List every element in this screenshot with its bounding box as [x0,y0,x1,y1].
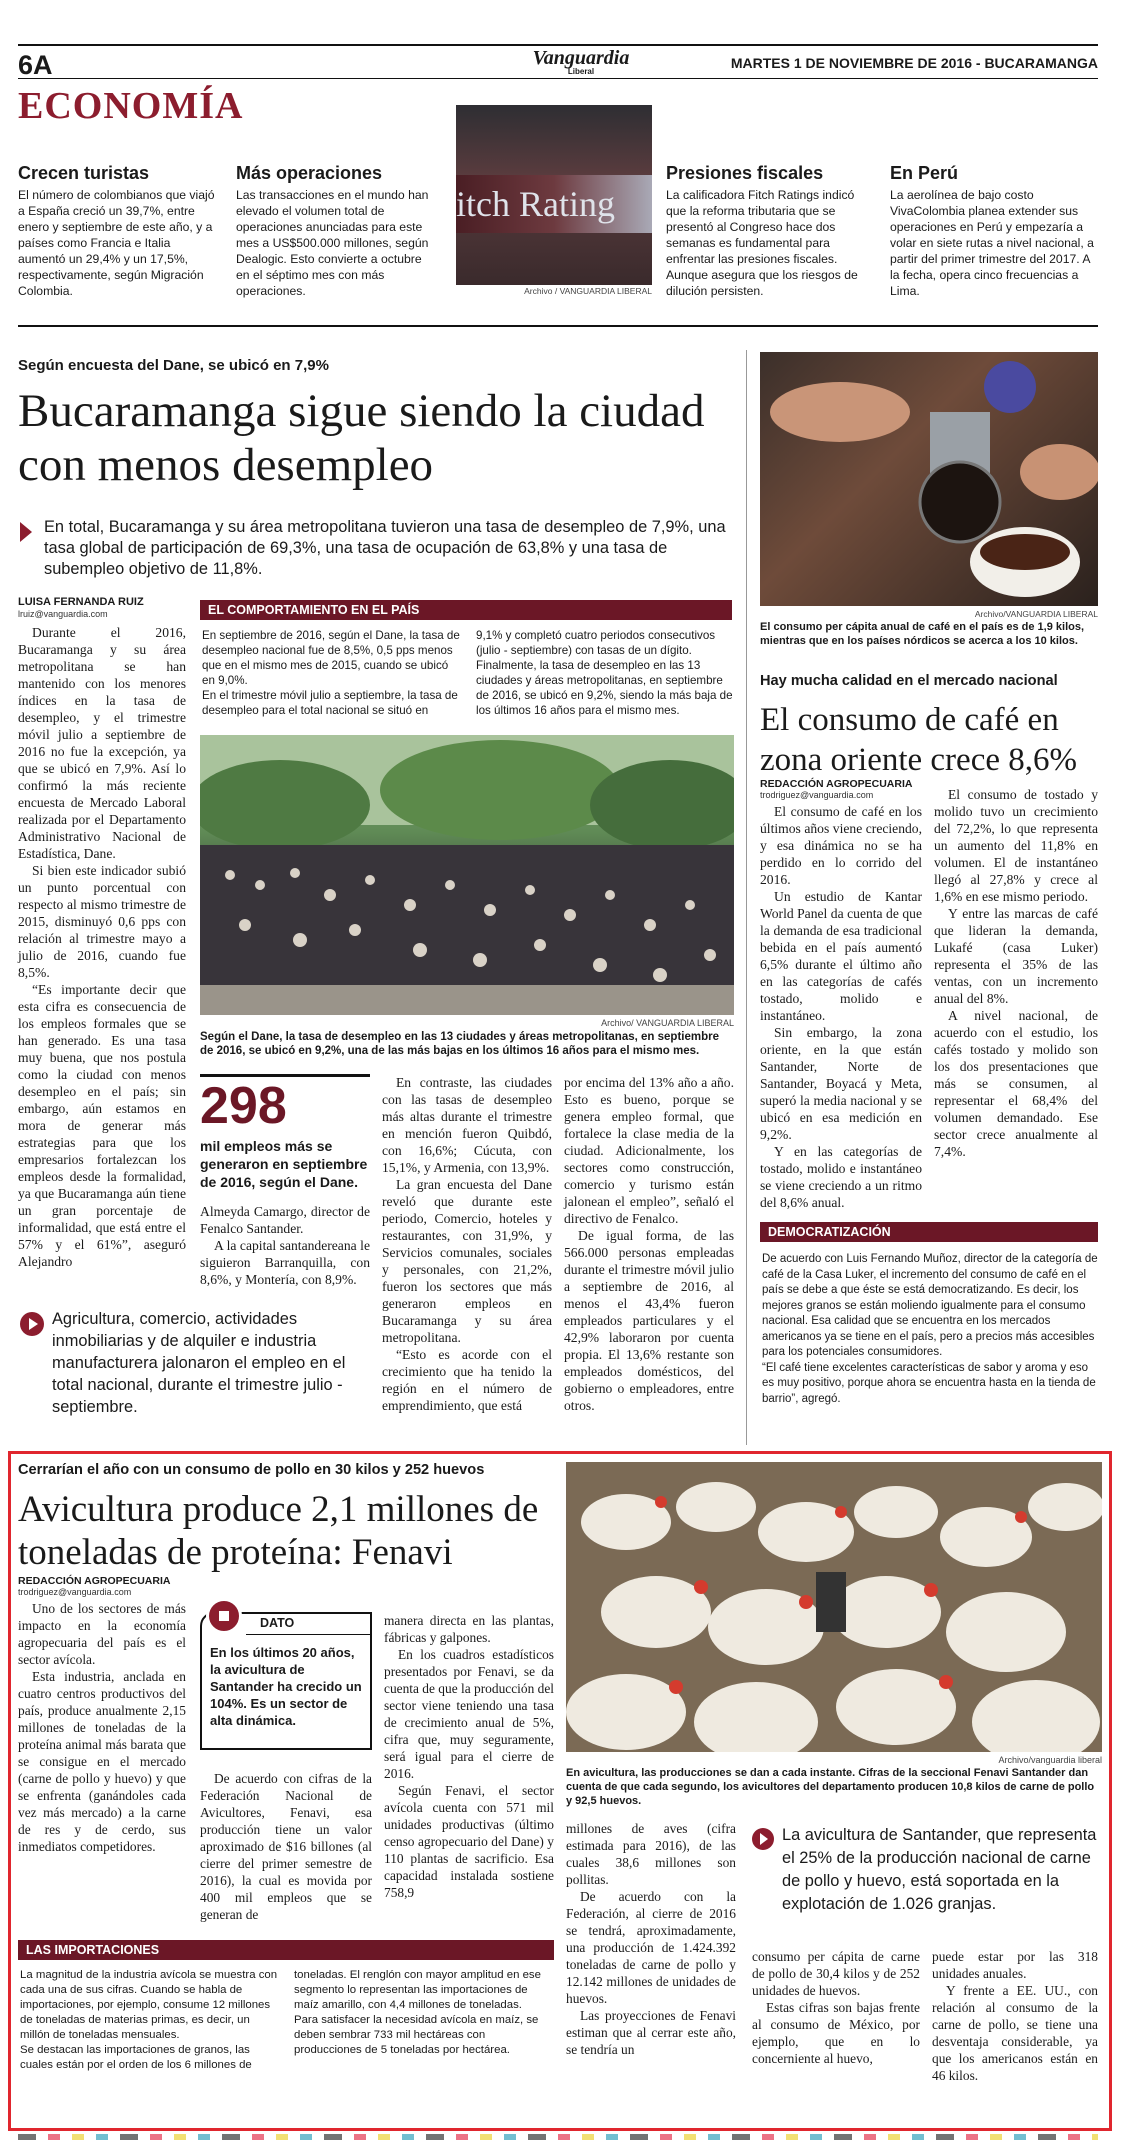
dato-box [200,1612,372,1750]
brief-item: Crecen turistas El número de colombianos que viajó a España creció un 39,7%, entre enero y septiembre de este año, y a países como Francia e Italia aumentó un 29,4% y un 17,5%, respectivamente, según Migración Colombia. [18,163,215,298]
masthead-logo: Vanguardia Liberal [532,47,630,76]
main-pull-quote: Agricultura, comercio, actividades inmobiliarias y de alquiler e industria manufacturera jalonaron el empleo en el total nacional, durante el trimestre julio - septiembre. [52,1310,346,1416]
chicken-illustration [566,1462,1102,1752]
coffee-byline: REDACCIÓN AGROPECUARIA [760,778,913,790]
poultry-byline: REDACCIÓN AGROPECUARIA [18,1575,171,1587]
dato-text: En los últimos 20 años, la avicultura de Santander ha crecido un 104%. Es un sector de alta dinámica. [210,1645,362,1728]
fitch-sign-text: itch Rating [456,184,615,224]
poultry-col-6: puede estar por las 318 unidades anuales. Y frente a EE. UU., con relación al consumo de la carne de pollo, se tiene una desventaja considerable, ya que los americanos están en 46 kilos. [932,1949,1098,2083]
right-column-divider [746,350,747,1445]
lead-arrow-icon [20,522,32,542]
crowd-photo-caption: Según el Dane, la tasa de desempleo en las 13 ciudades y áreas metropolitanas, en septiembre de 2016, se ubicó en 9,2%, una de las más bajas en los últimos 16 años para el mismo mes. [200,1031,719,1057]
chicken-farm-photo [566,1462,1102,1752]
main-col-2: Almeyda Camargo, director de Fenalco Santander. A la capital santandereana le siguieron Barranquilla, con 8,6%, y Montería, con 8,9%. [200,1204,370,1287]
photo-credit: Archivo / VANGUARDIA LIBERAL [524,286,652,296]
page-header [18,44,1098,78]
fitch-ratings-photo [456,105,652,285]
coffee-headline: El consumo de café en zona oriente crece 8,6% [760,702,1077,778]
pull-quote-arrow-icon [752,1828,774,1850]
puzzle-icon [206,1598,242,1634]
poultry-kicker: Cerrarían el año con un consumo de pollo en 30 kilos y 252 huevos [18,1462,485,1478]
coffee-illustration [760,352,1098,606]
poultry-email: trodriguez@vanguardia.com [18,1587,132,1597]
poultry-col-3: manera directa en las plantas, fábricas y galpones. En los cuadros estadísticos presentados por Fenavi, se da cuenta de que la producción del sector viene teniendo una tasa de crecimiento anual de 5%, cifra que, muy seguramente, será igual para el cierre de 2016. Según Fenavi, el sector avícola cuenta con 571 mil unidades productivas (último censo agropecuario del Dane) y 110 plantas de sacrificio. Esa capacidad instalada sostiene 758,9 [384,1613,554,1900]
chicken-photo-caption: En avicultura, las producciones se dan a cada instante. Cifras de la seccional Fenavi Santander dan cuenta de que cada segundo, los avicultores del departamento producen 10,8 kilos de carne de pollo y 92,5 huevos. [566,1767,1095,1807]
imports-box-left: La magnitud de la industria avícola se muestra con cada una de sus cifras. Cuando se habla de importaciones, por ejemplo, consume 12 millones de toneladas de materias primas, es decir, un millón de toneladas mensuales. Se destacan las importaciones de granos, las cuales están por el orden de los 6 millones de [20,1969,278,2071]
photo-credit: Archivo/VANGUARDIA LIBERAL [974,609,1098,619]
crowd-photo [200,735,734,1015]
main-email: lruiz@vanguardia.com [18,609,108,619]
poultry-col-4: millones de aves (cifra estimada para 2016), de las cuales 38,6 millones son pollitas. De acuerdo con la Federación, al cierre de 2016 se tendrá, aproximadamente, una producción de 1.424.392 toneladas de carne de pollo y 12.142 millones de unidades de huevos. Las proyecciones de Fenavi estiman que al cerrar este año, se tendría un [566,1821,736,2057]
crowd-illustration [200,735,734,1015]
coffee-photo-caption: El consumo per cápita anual de café en el país es de 1,9 kilos, mientras que en los países nórdicos se acerca a los 10 kilos. [760,621,1085,647]
poultry-col-5: consumo per cápita de carne de pollo de 30,4 kilos y de 252 unidades de huevos. Estas cifras son bajas frente al consumo de México, por ejemplo, que en lo concerniente al huevo, [752,1949,920,2066]
header-date: MARTES 1 DE NOVIEMBRE DE 2016 - BUCARAMANGA [730,55,1098,71]
country-box-left: En septiembre de 2016, según el Dane, la tasa de desempleo nacional fue de 8,5%, 0,5 pps menos que en el mismo mes de 2015, cuando se ubicó en 9,0%. En el trimestre móvil julio a septiembre, la tasa de desempleo para el total nacional se situó en [202,629,460,717]
main-col-4: por encima del 13% año a año. Esto es bueno, porque se genera empleo formal, que fortalece la clase media de la ciudad. Adicionalmente, los sectores como construcción, comercio y turismo están jalonean el empleo”, señaló el directivo de Fenalco. De igual forma, de las 566.000 personas empleadas durante el trimestre móvil julio a septiembre de 2016, al menos el 43,4% fueron empleados particulares y el 42,9% laboraron por cuenta propia. El 13,6% restante son empleados domésticos, del gobierno o empleadores, entre otros. [564,1075,734,1413]
poultry-col-1: Uno de los sectores de más impacto en la economía agropecuaria del país es el sector avícola. Esta industria, anclada en cuatro centros productivos del país, produce anualmente 2,15 millones de toneladas de la proteína animal más barata que se consigue en el mercado (carne de pollo y huevo) y que se enfrenta (ganándoles cada vez más mercado) a la carne de res y de cerdo, sus inmediatos competidores. [18,1601,186,1854]
photo-credit: Archivo/vanguardia liberal [998,1755,1102,1765]
coffee-kicker: Hay mucha calidad en el mercado nacional [760,673,1058,689]
imports-box-header: LAS IMPORTACIONES [18,1940,554,1960]
briefs-divider [18,325,1098,327]
coffee-photo [760,352,1098,606]
photo-credit: Archivo/ VANGUARDIA LIBERAL [601,1018,734,1028]
coffee-col-1: El consumo de café en los últimos años viene creciendo, y esa dinámica no se ha perdido en lo corrido del 2016. Un estudio de Kantar World Panel da cuenta de que la demanda de esa tradicional bebida en el país aumentó 6,5% durante el último año en las categorías de cafés tostado, molido e instantáneo. Sin embargo, la zona oriente, en la que están Santander, Norte de Santander, Boyacá y Meta, superó la media nacional y se ubicó en esa medición en 9,2%. Y en las categorías de tostado, molido e instantáneo se viene creciendo a un ritmo del 8,6% anual. [760,804,922,1210]
main-byline: LUISA FERNANDA RUIZ [18,596,144,608]
brief-item: En Perú La aerolínea de bajo costo VivaColombia planea extender sus operaciones en Perú y empezaría a volar en siete rutas a nivel nacional, a partir del primer trimestre del 2017. A la fecha, opera cinco frecuencias a Lima. [890,163,1094,298]
country-box-right: 9,1% y completó cuatro periodos consecutivos (julio - septiembre) con tasas de un dígito. Finalmente, la tasa de desempleo en las 13 ciudades y áreas metropolitanas, en septiembre de 2016, se ubicó en 9,2%, siendo la más baja de los últimos 16 años para el mismo mes. [476,629,733,717]
big-number-text: mil empleos más se generaron en septiembre de 2016, según el Dane. [200,1138,368,1190]
dato-label: DATO [260,1616,295,1630]
big-number-box [200,1074,370,1191]
pull-quote-arrow-icon [20,1312,44,1336]
democratization-box-header: DEMOCRATIZACIÓN [760,1222,1098,1242]
page-number: 6A [18,50,53,80]
poultry-col-2: De acuerdo con cifras de la Federación Nacional de Avicultores, Fenavi, esa producción tiene un valor aproximado de $16 billones (al cierre del primer semestre de 2016), la cual es movida por 400 mil empleos que se generan de [200,1771,372,1922]
header-rule [18,78,1098,79]
poultry-pull-quote: La avicultura de Santander, que representa el 25% de la producción nacional de carne de pollo y huevo, está soportada en la explotación de 1.026 granjas. [782,1826,1097,1913]
imports-box-right: toneladas. El renglón con mayor amplitud en ese segmento lo representan las importaciones de maíz amarillo, con 4,4 millones de toneladas. Para satisfacer la necesidad avícola en maíz, se deben sembrar 733 mil hectáreas con producciones de 5 toneladas por hectárea. [294,1969,541,2056]
democratization-box-text: De acuerdo con Luis Fernando Muñoz, director de la categoría de café de la Casa Luker, el incremento del consumo de café en el país se debe a que éste se está democratizando. Es decir, los mejores granos se están moliendo igualmente para el consumo nacional. Esa calidad que se encuentra en los mercados americanos ya se tiene en el país, pero a precios más accesibles para los potenciales consumidores. “El café tiene excelentes características de sabor y aroma y eso es muy positivo, porque ahora se encuentra hasta en la tienda de barrio”, agregó. [762,1253,1098,1405]
print-registration-strip [18,2134,1098,2140]
coffee-email: trodriguez@vanguardia.com [760,790,874,800]
poultry-headline: Avicultura produce 2,1 millones de toneladas de proteína: Fenavi [18,1489,539,1573]
country-box-header: EL COMPORTAMIENTO EN EL PAÍS [200,600,732,620]
brief-item: Más operaciones Las transacciones en el mundo han elevado el volumen total de operaciones anunciadas para este mes a US$500.000 millones, según Dealogic. Esto convierte a octubre en el séptimo mes con más operaciones. [236,163,429,298]
big-number: 298 [200,1074,370,1133]
section-title: ECONOMÍA [18,85,244,127]
main-col-1: Durante el 2016, Bucaramanga y su área metropolitana se han mantenido con los menores índices en la tasa de desempleo, y el trimestre móvil julio a septiembre de 2016 no fue la excepción, ya que se ubicó en 7,9%. Así lo confirmó la más reciente encuesta de Mercado Laboral realizada por el Departamento Administrativo Nacional de Estadística, Dane. Si bien este indicador subió un punto porcentual con respecto al mismo trimestre de 2015, disminuyó 0,6 pps con relación al trimestre mayo a julio de 2016, cuando fue 8,5%. “Es importante decir que esta cifra es consecuencia de los empleos formales que se han generado. Es una tasa muy buena, que nos postula como la ciudad con menos desempleo en el país; sin embargo, aún estamos en mora de generar más estrategias para que los empresarios fortalezcan los empleos desde la formalidad, ya que Bucaramanga aún tiene un gran porcentaje de informalidad, que está entre el 57% y el 61%”, aseguró Alejandro [18,625,186,1269]
main-kicker: Según encuesta del Dane, se ubicó en 7,9% [18,357,329,374]
main-lead: En total, Bucaramanga y su área metropolitana tuvieron una tasa de desempleo de 7,9%, una tasa global de participación de 69,3%, una tasa de ocupación de 63,8% y una tasa de subempleo objetivo de 11,8%. [44,518,726,578]
main-headline: Bucaramanga sigue siendo la ciudad con menos desempleo [18,385,705,491]
brief-item: Presiones fiscales La calificadora Fitch Ratings indicó que la reforma tributaria que se presentó al Congreso hace dos semanas es fundamental para enfrentar las presiones fiscales. Aunque asegura que los riesgos de dilución persisten. [666,163,858,298]
coffee-col-2: El consumo de tostado y molido tuvo un crecimiento del 72,2%, lo que representa un aumento del 11,8% en volumen. El de instantáneo llegó al 27,8% y crece al 1,6% en ese mismo periodo. Y entre las marcas de café que lideran la demanda, Lukafé (casa Luker) representa el 35% de las ventas, con un incremento anual del 8%. A nivel nacional, de acuerdo con el estudio, los cafés tostado y molido son los dos presentaciones que más se consumen, al representar el 68,4% del volumen demandado. Ese sector crece anualmente al 7,4%. [934,787,1098,1159]
main-col-3: En contraste, las ciudades con las tasas de desempleo más altas durante el trimestre en mención fueron Quibdó, con 16,6%; Cúcuta, con 15,1%, y Armenia, con 13,9%. La gran encuesta del Dane reveló que durante este periodo, Comercio, hoteles y restaurantes, con 31,9%, y Servicios comunales, sociales y personales, con 21,2%, fueron los sectores que más generaron empleos en Bucaramanga y su área metropolitana. “Esto es acorde con el crecimiento que ha tenido la región en el número de emprendimiento, que está [382,1075,552,1413]
